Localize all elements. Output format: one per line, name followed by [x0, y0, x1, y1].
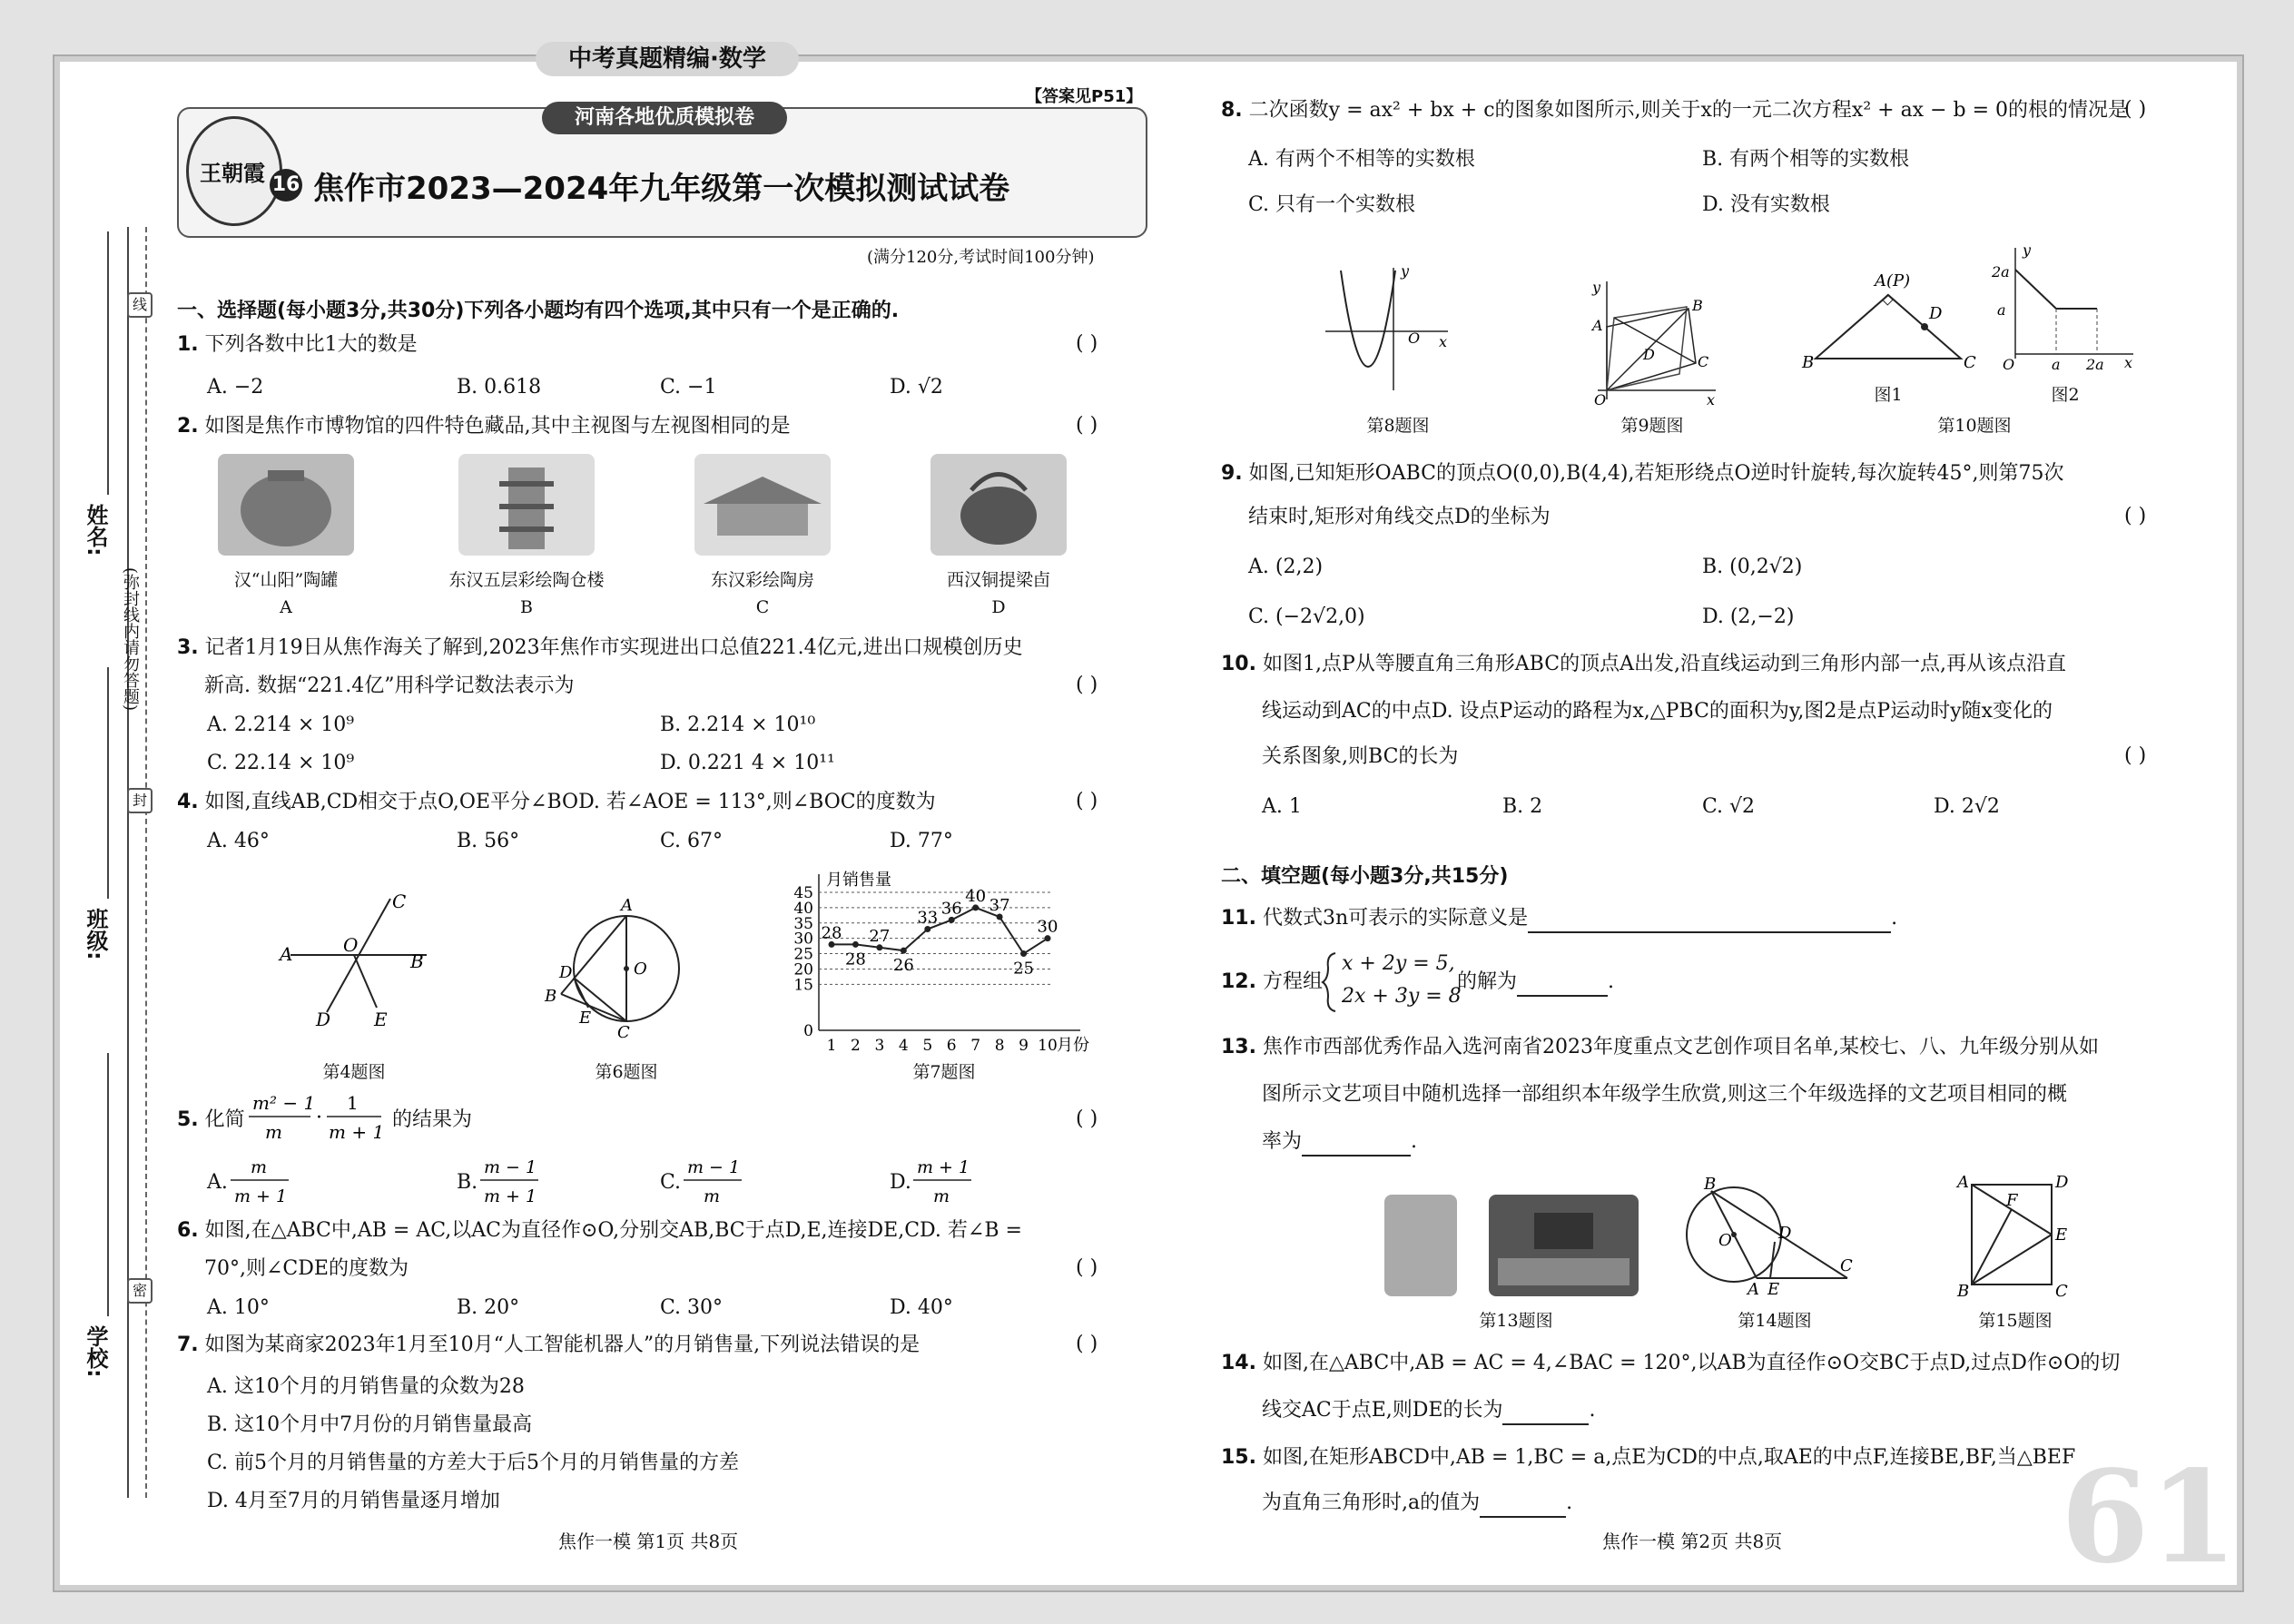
chart-data-label: 30	[1037, 917, 1058, 937]
svg-text:B: B	[1802, 353, 1815, 372]
q10-option-c[interactable]: C. √2	[1702, 795, 1756, 818]
figure-10-fig1-caption: 图1	[1874, 385, 1903, 405]
chart-data-label: 28	[821, 923, 842, 943]
q4-option-c[interactable]: C. 67°	[660, 830, 724, 852]
chart-x-tick-label: 10	[1038, 1037, 1058, 1055]
q5-option-c[interactable]: C.	[660, 1171, 682, 1194]
figure-4-caption: 第4题图	[322, 1062, 386, 1082]
svg-text:D: D	[559, 963, 573, 982]
binding-line	[127, 227, 129, 1498]
name-field[interactable]	[107, 231, 109, 495]
chart-data-label: 40	[965, 886, 987, 906]
binding-seal-marker: 封	[127, 788, 153, 813]
q3-option-d[interactable]: D. 0.221 4 × 10¹¹	[660, 752, 835, 774]
svg-text:m: m	[265, 1121, 282, 1143]
q5-a-fraction	[229, 1155, 301, 1209]
figure-15-rectangle	[1952, 1171, 2079, 1301]
q5-b-fraction	[478, 1155, 551, 1209]
svg-text:O: O	[1594, 391, 1607, 408]
svg-text:C: C	[1698, 353, 1709, 370]
chart-y-tick-label: 30	[793, 930, 813, 949]
svg-text:A: A	[621, 896, 633, 915]
svg-text:E: E	[2055, 1225, 2068, 1245]
figure-14-caption: 第14题图	[1738, 1311, 1812, 1331]
svg-text:A: A	[280, 943, 293, 965]
q6-option-a[interactable]: A. 10°	[207, 1296, 270, 1319]
chart-data-label: 27	[869, 926, 891, 946]
figure-15-caption: 第15题图	[1978, 1311, 2053, 1331]
class-field[interactable]	[107, 667, 109, 899]
question-10-line2: 线运动到AC的中点D. 设点P运动的路程为x,△PBC的面积为y,图2是点P运动时y随x变化的	[1262, 700, 2053, 723]
svg-text:A: A	[1748, 1280, 1759, 1299]
q4-option-a[interactable]: A. 46°	[207, 830, 270, 852]
q2-caption-d: 西汉铜提梁卣	[946, 570, 1050, 590]
answer-reference: 【答案见P51】	[1026, 87, 1143, 106]
q12-equation-2: 2x + 3y = 8	[1342, 985, 1462, 1008]
question-15-line2: 为直角三角形时,a的值为 .	[1262, 1491, 1572, 1518]
pottery-house-photo	[694, 454, 831, 556]
q7-option-b[interactable]: B. 这10个月中7月份的月销售量最高	[207, 1413, 533, 1436]
svg-text:m + 1: m + 1	[917, 1157, 970, 1177]
svg-text:m: m	[933, 1186, 950, 1206]
q15-answer-blank[interactable]	[1480, 1491, 1566, 1518]
svg-text:E: E	[1767, 1280, 1780, 1299]
chart-data-point	[852, 941, 859, 948]
q12-stem-end: 的解为 .	[1457, 969, 1614, 997]
series-tab: 中考真题精编·数学	[536, 42, 799, 76]
question-3-line2: 新高. 数据“221.4亿”用科学记数法表示为	[204, 674, 575, 697]
svg-text:O: O	[1408, 330, 1421, 347]
question-7: 7. 如图为某商家2023年1月至10月“人工智能机器人”的月销售量,下列说法错误的是	[177, 1334, 921, 1356]
question-5: 5. 化简	[177, 1108, 245, 1131]
binding-line-marker: 线	[127, 292, 153, 318]
q4-answer-paren[interactable]: ( )	[1076, 790, 1098, 812]
q9-answer-paren[interactable]: ( )	[2124, 505, 2147, 527]
chart-data-label: 36	[940, 899, 962, 919]
q9-option-c[interactable]: C. (−2√2,0)	[1248, 605, 1365, 628]
q5-option-b[interactable]: B.	[457, 1171, 478, 1194]
svg-text:C: C	[2055, 1282, 2068, 1301]
q9-option-b[interactable]: B. (0,2√2)	[1702, 556, 1803, 578]
q7-answer-paren[interactable]: ( )	[1076, 1333, 1098, 1355]
opera-poster-photo	[1384, 1195, 1457, 1296]
q7-option-a[interactable]: A. 这10个月的月销售量的众数为28	[207, 1375, 525, 1398]
q6-answer-paren[interactable]: ( )	[1076, 1256, 1098, 1279]
svg-text:y: y	[1592, 279, 1601, 296]
footer-left: 焦作一模 第1页 共8页	[558, 1530, 739, 1552]
chart-x-tick-label: 6	[946, 1037, 957, 1055]
section-2-heading: 二、填空题(每小题3分,共15分)	[1221, 865, 1509, 888]
chart-y-tick-label: 40	[793, 899, 813, 918]
svg-text:C: C	[1840, 1256, 1853, 1275]
q3-option-c[interactable]: C. 22.14 × 10⁹	[207, 752, 355, 774]
q10-answer-paren[interactable]: ( )	[2124, 744, 2147, 767]
class-label: 班级:	[83, 908, 108, 960]
chart-y-tick-label: 25	[793, 945, 813, 964]
svg-text:C: C	[392, 891, 407, 912]
q5-d-fraction	[911, 1155, 984, 1209]
svg-text:m: m	[251, 1157, 268, 1177]
q3-option-a[interactable]: A. 2.214 × 10⁹	[207, 714, 355, 736]
footer-right: 焦作一模 第2页 共8页	[1602, 1530, 1783, 1552]
chart-x-tick-label: 2	[851, 1037, 861, 1055]
q10-option-d[interactable]: D. 2√2	[1934, 795, 2000, 818]
svg-text:E: E	[579, 1009, 592, 1028]
question-2: 2. 如图是焦作市博物馆的四件特色藏品,其中主视图与左视图相同的是	[177, 415, 791, 438]
chart-series-line	[832, 908, 1048, 954]
paper-title: 焦作市2023—2024年九年级第一次模拟测试试卷	[313, 171, 1010, 207]
binding-sealed-marker: 密	[127, 1278, 153, 1304]
q8-answer-paren[interactable]: ( )	[2124, 98, 2147, 121]
figure-9-caption: 第9题图	[1620, 416, 1684, 436]
chart-x-axis-label: 月份	[1057, 1036, 1089, 1055]
q2-caption-a: 汉“山阳”陶罐	[233, 570, 339, 590]
svg-text:B: B	[1692, 297, 1703, 314]
q8-option-d[interactable]: D. 没有实数根	[1702, 193, 1830, 216]
svg-text:O: O	[634, 960, 647, 979]
svg-text:C: C	[617, 1023, 630, 1042]
svg-text:F: F	[2006, 1191, 2018, 1210]
svg-text:B: B	[545, 987, 557, 1006]
q5-answer-paren[interactable]: ( )	[1076, 1107, 1098, 1130]
svg-text:m + 1: m + 1	[329, 1121, 385, 1143]
q1-option-d[interactable]: D. √2	[890, 376, 943, 399]
svg-text:1: 1	[347, 1092, 359, 1114]
figure-4-lines	[272, 890, 445, 1030]
q4-option-d[interactable]: D. 77°	[890, 830, 953, 852]
question-4: 4. 如图,直线AB,CD相交于点O,OE平分∠BOD. 若∠AOE = 113°,则∠BOC的度数为	[177, 791, 936, 813]
question-10: 10. 如图1,点P从等腰直角三角形ABC的顶点A出发,沿直线运动到三角形内部一点,再从该点沿直	[1221, 653, 2066, 675]
q4-option-b[interactable]: B. 56°	[457, 830, 520, 852]
svg-text:m + 1: m + 1	[484, 1186, 537, 1206]
chart-y-tick-label: 45	[793, 884, 813, 902]
chart-data-label: 26	[892, 956, 914, 976]
question-3: 3. 记者1月19日从焦作海关了解到,2023年焦作市实现进出口总值221.4亿元,进出口规模创历史	[177, 636, 1023, 659]
svg-text:D: D	[1929, 304, 1943, 323]
q6-option-c[interactable]: C. 30°	[660, 1296, 724, 1319]
chart-x-tick-label: 8	[994, 1037, 1005, 1055]
svg-text:y: y	[2023, 241, 2032, 259]
svg-text:B: B	[1704, 1175, 1717, 1194]
q1-option-c[interactable]: C. −1	[660, 376, 717, 399]
svg-text:C: C	[1964, 353, 1976, 372]
svg-text:B: B	[410, 950, 424, 972]
q1-answer-paren[interactable]: ( )	[1076, 332, 1098, 355]
q6-option-b[interactable]: B. 20°	[457, 1296, 520, 1319]
q5-option-d[interactable]: D.	[890, 1171, 911, 1194]
figure-6-circle	[536, 894, 690, 1042]
question-6: 6. 如图,在△ABC中,AB = AC,以AC为直径作⊙O,分别交AB,BC于点D,E,连接DE,CD. 若∠B =	[177, 1219, 1022, 1242]
question-14: 14. 如图,在△ABC中,AB = AC = 4,∠BAC = 120°,以AB为直径作⊙O交BC于点D,过点D作⊙O的切	[1221, 1352, 2121, 1374]
q9-option-d[interactable]: D. (2,−2)	[1702, 605, 1795, 628]
q2-letter-c[interactable]: C	[755, 597, 770, 617]
chart-data-label: 37	[989, 896, 1010, 916]
svg-text:D: D	[1778, 1224, 1792, 1243]
question-12: 12. 方程组	[1221, 970, 1323, 993]
figure-10-fig2-caption: 图2	[2051, 385, 2080, 405]
q13-answer-blank[interactable]	[1302, 1129, 1411, 1156]
school-field[interactable]	[107, 1053, 109, 1316]
svg-text:a: a	[2052, 356, 2061, 373]
seal-dashed-line	[145, 227, 147, 1498]
question-13-line2: 图所示文艺项目中随机选择一部组织本年级学生欣赏,则这三个年级选择的文艺项目相同的概	[1262, 1083, 2067, 1106]
school-label: 学校:	[83, 1325, 108, 1378]
question-6-line2: 70°,则∠CDE的度数为	[204, 1257, 409, 1280]
figure-13-caption: 第13题图	[1479, 1311, 1553, 1331]
svg-text:x: x	[2124, 354, 2133, 371]
q2-letter-a[interactable]: A	[280, 597, 292, 617]
question-15: 15. 如图,在矩形ABCD中,AB = 1,BC = a,点E为CD的中点,取AE的中点F,连接BE,BF,当△BEF	[1221, 1446, 2076, 1469]
q6-option-d[interactable]: D. 40°	[890, 1296, 953, 1319]
svg-text:y: y	[1401, 262, 1410, 280]
q8-option-c[interactable]: C. 只有一个实数根	[1248, 193, 1416, 216]
section-1-heading: 一、选择题(每小题3分,共30分)下列各小题均有四个选项,其中只有一个是正确的.	[177, 300, 900, 322]
question-9-line2: 结束时,矩形对角线交点D的坐标为	[1248, 506, 1551, 528]
svg-text:E: E	[374, 1009, 388, 1030]
svg-text:x: x	[1439, 333, 1448, 350]
q2-letter-b[interactable]: B	[520, 597, 533, 617]
tower-model-photo	[458, 454, 595, 556]
svg-text:2a: 2a	[2086, 356, 2104, 373]
svg-text:·: ·	[316, 1107, 322, 1129]
q9-option-a[interactable]: A. (2,2)	[1248, 556, 1324, 578]
q1-option-b[interactable]: B. 0.618	[457, 376, 542, 399]
chart-data-point	[1020, 950, 1027, 957]
exam-note: (满分120分,考试时间100分钟)	[867, 248, 1095, 267]
question-8: 8. 二次函数y = ax² + bx + c的图象如图所示,则关于x的一元二次方程x² + ax − b = 0的根的情况是	[1221, 99, 2129, 122]
q2-answer-paren[interactable]: ( )	[1076, 414, 1098, 437]
q7-option-d[interactable]: D. 4月至7月的月销售量逐月增加	[207, 1490, 500, 1512]
question-14-line2: 线交AC于点E,则DE的长为 .	[1262, 1398, 1595, 1425]
q1-option-a[interactable]: A. −2	[207, 376, 264, 399]
svg-text:O: O	[343, 934, 359, 956]
chart-data-point	[901, 948, 907, 954]
figure-10-triangle	[1802, 268, 1974, 377]
svg-text:a: a	[1997, 301, 2006, 319]
question-13: 13. 焦作市西部优秀作品入选河南省2023年度重点文艺创作项目名单,某校七、八、九年级分别从如	[1221, 1036, 2099, 1058]
figure-10-graph	[1988, 241, 2138, 377]
svg-text:m − 1: m − 1	[484, 1157, 537, 1177]
banner-tag: 河南各地优质模拟卷	[542, 102, 787, 134]
question-10-line3: 关系图象,则BC的长为	[1262, 745, 1459, 768]
chart-y-tick-label: 35	[793, 914, 813, 933]
svg-text:A: A	[1957, 1173, 1969, 1192]
chart-y-tick-label: 20	[793, 960, 813, 979]
q8-option-a[interactable]: A. 有两个不相等的实数根	[1248, 148, 1475, 171]
svg-text:x: x	[1707, 391, 1716, 408]
brand-logo: 王朝霞	[186, 116, 282, 226]
chart-data-label: 33	[917, 908, 939, 928]
q3-answer-paren[interactable]: ( )	[1076, 674, 1098, 696]
chart-x-tick-label: 9	[1019, 1037, 1029, 1055]
figure-8-parabola	[1321, 263, 1457, 399]
title-banner	[177, 107, 1147, 238]
figure-8-caption: 第8题图	[1366, 416, 1430, 436]
figure-6-caption: 第6题图	[595, 1062, 658, 1082]
chart-y-axis-label: 月销售量	[826, 871, 891, 890]
q12-brace	[1321, 951, 1339, 1013]
svg-text:m − 1: m − 1	[687, 1157, 741, 1177]
svg-text:O: O	[2003, 356, 2015, 373]
figure-7-caption: 第7题图	[912, 1062, 976, 1082]
q10-option-a[interactable]: A. 1	[1262, 795, 1302, 818]
paper-number-badge: 16	[270, 169, 302, 202]
q5-option-a[interactable]: A.	[207, 1171, 228, 1194]
chart-x-tick-label: 4	[898, 1037, 909, 1055]
svg-text:m² − 1: m² − 1	[252, 1092, 316, 1114]
stage-performance-photo	[1489, 1195, 1639, 1296]
q5-stem-end: 的结果为	[392, 1108, 473, 1131]
chart-data-label: 25	[1013, 959, 1035, 979]
figure-9-rectangle	[1580, 272, 1725, 408]
binding-warning: (弥封线内请勿答题)	[121, 567, 140, 712]
q12-equation-1: x + 2y = 5,	[1342, 952, 1455, 975]
svg-text:m: m	[704, 1186, 721, 1206]
svg-text:A: A	[1592, 317, 1603, 334]
q2-caption-c: 东汉彩绘陶房	[710, 570, 814, 590]
figure-7-line-chart	[781, 867, 1089, 1058]
figure-14-circle	[1684, 1175, 1856, 1299]
svg-text:D: D	[316, 1009, 331, 1030]
svg-text:m + 1: m + 1	[234, 1186, 288, 1206]
svg-text:A(P): A(P)	[1875, 271, 1911, 290]
chart-data-label: 28	[844, 950, 866, 969]
q2-caption-b: 东汉五层彩绘陶仓楼	[448, 570, 605, 590]
question-11: 11. 代数式3n可表示的实际意义是 .	[1221, 906, 1897, 933]
chart-x-tick-label: 3	[874, 1037, 885, 1055]
q5-c-fraction	[682, 1155, 754, 1209]
svg-text:O: O	[1718, 1231, 1732, 1250]
q2-letter-d[interactable]: D	[991, 597, 1006, 617]
question-1: 1. 下列各数中比1大的数是	[177, 333, 418, 356]
q14-answer-blank[interactable]	[1502, 1398, 1589, 1425]
chart-x-tick-label: 1	[826, 1037, 837, 1055]
svg-text:2a: 2a	[1992, 263, 2010, 281]
svg-text:D: D	[2055, 1173, 2069, 1192]
q8-option-b[interactable]: B. 有两个相等的实数根	[1702, 148, 1910, 171]
chart-y-tick-label: 15	[793, 976, 813, 995]
page-number: 61	[2061, 1443, 2238, 1592]
name-label: 姓名:	[83, 504, 108, 556]
figure-10-caption: 第10题图	[1937, 416, 2012, 436]
q7-option-c[interactable]: C. 前5个月的月销售量的方差大于后5个月的月销售量的方差	[207, 1452, 740, 1474]
pottery-jar-photo	[218, 454, 354, 556]
q12-answer-blank[interactable]	[1517, 969, 1608, 997]
question-13-line3: 率为 .	[1262, 1129, 1417, 1156]
bronze-vessel-photo	[930, 454, 1067, 556]
chart-y-tick-label: 0	[803, 1022, 813, 1040]
q3-option-b[interactable]: B. 2.214 × 10¹⁰	[660, 714, 816, 736]
q10-option-b[interactable]: B. 2	[1502, 795, 1543, 818]
question-9: 9. 如图,已知矩形OABC的顶点O(0,0),B(4,4),若矩形绕点O逆时针旋转,每次旋转45°,则第75次	[1221, 462, 2064, 485]
q5-expression	[245, 1089, 399, 1146]
q11-answer-blank[interactable]	[1528, 906, 1891, 933]
chart-x-tick-label: 5	[922, 1037, 933, 1055]
svg-text:D: D	[1643, 346, 1655, 363]
chart-x-tick-label: 7	[970, 1037, 981, 1055]
svg-text:B: B	[1957, 1282, 1970, 1301]
